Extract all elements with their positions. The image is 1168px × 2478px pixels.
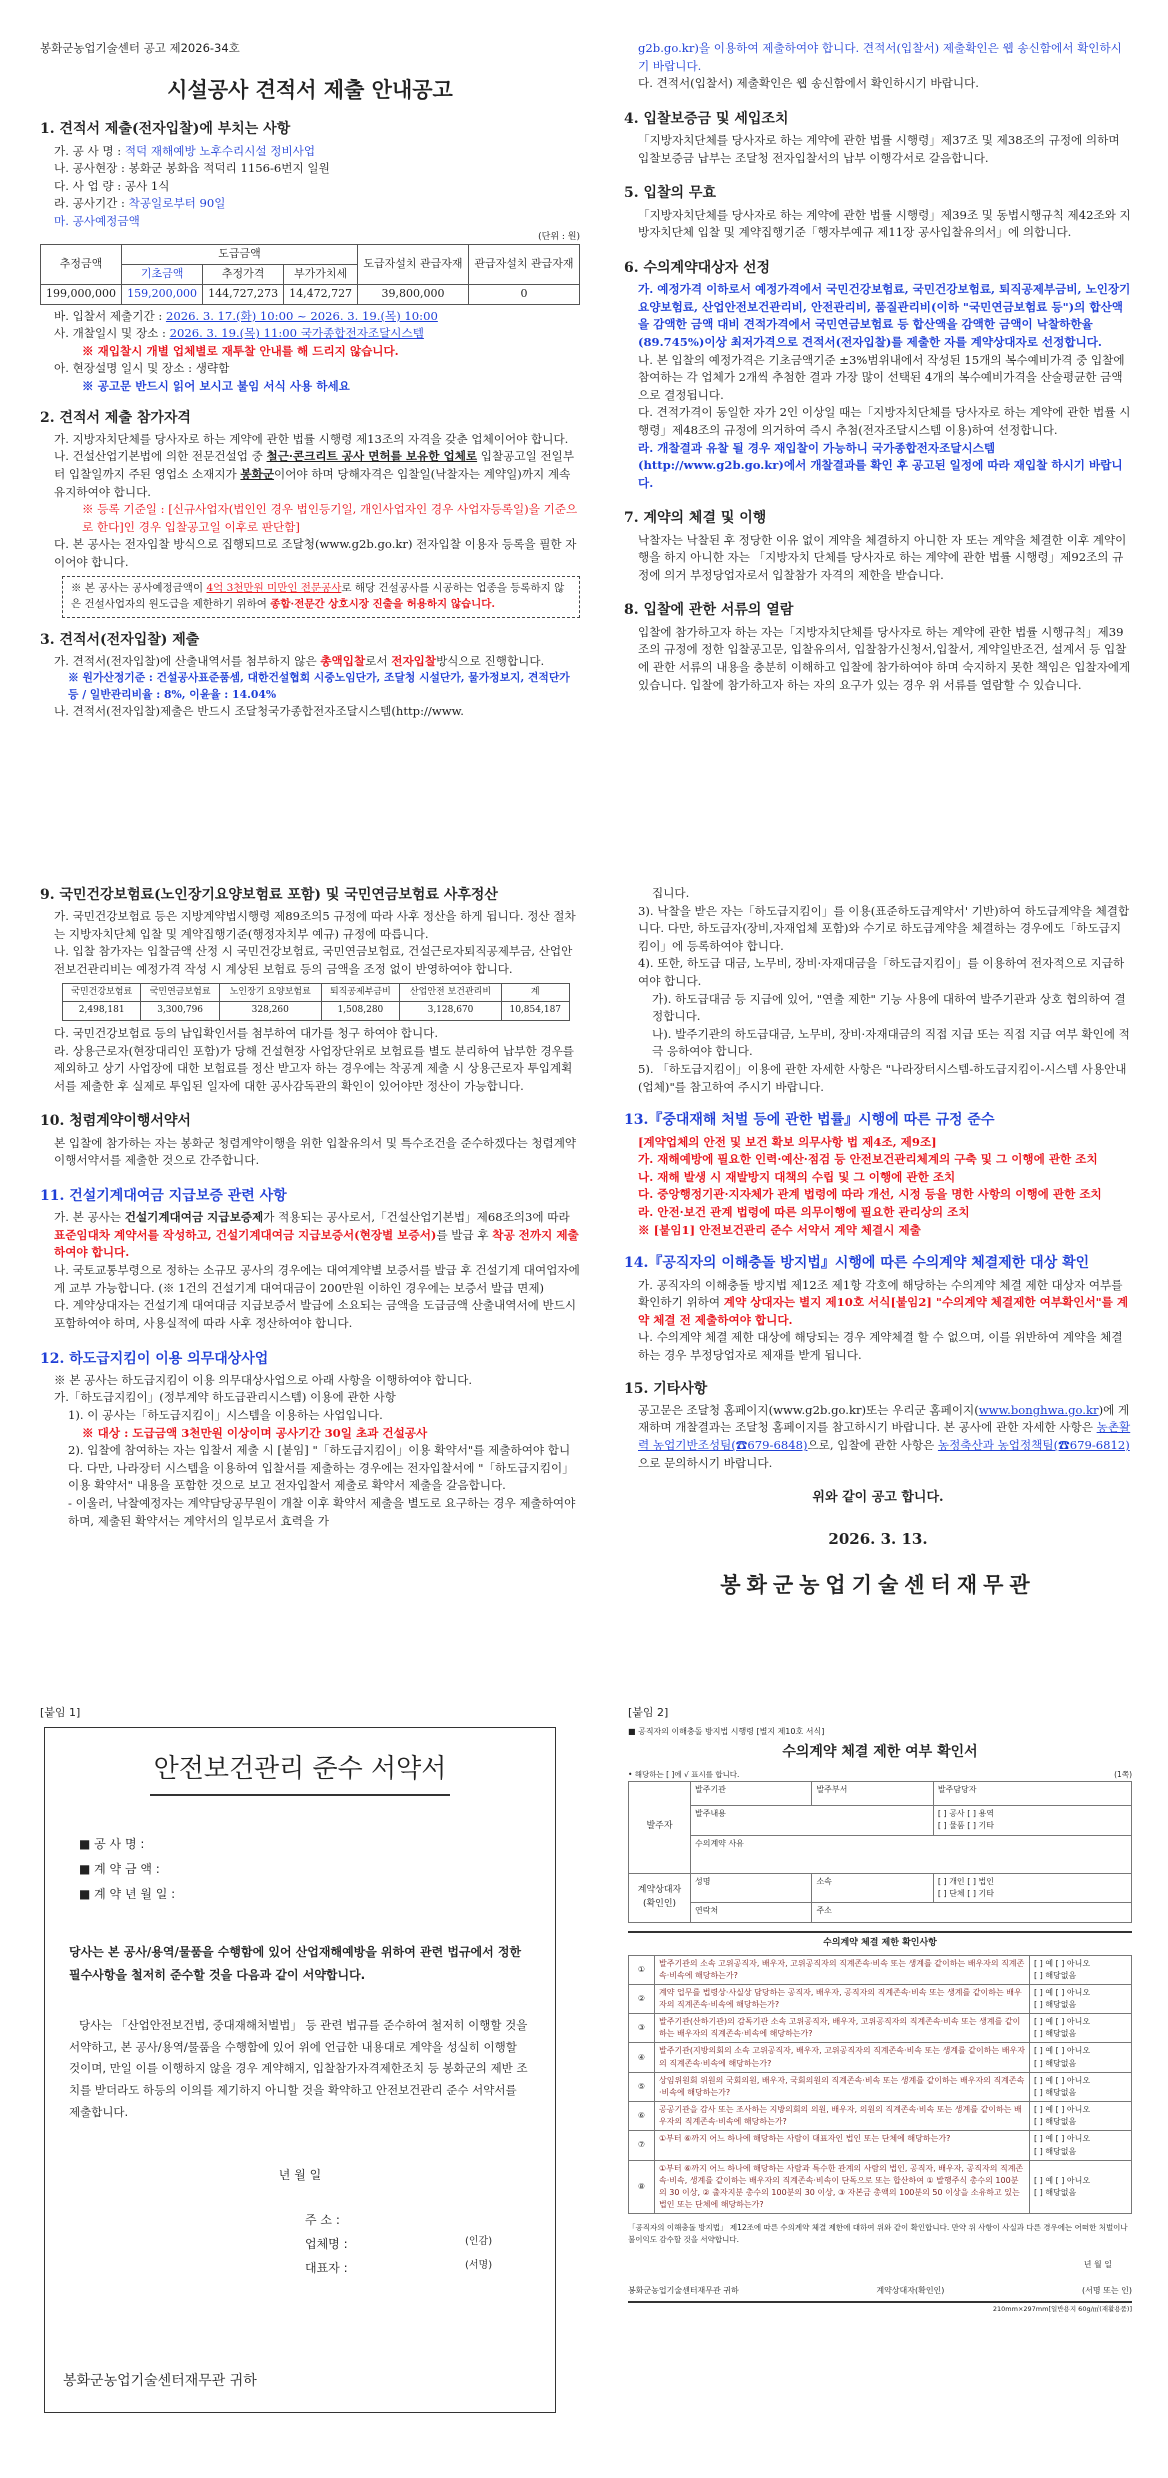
s2-item-c: 다. 본 공사는 전자입찰 방식으로 집행되므로 조달청(www.g2b.go.kr) 전자입찰 이용자 등록을 필한 자 이어야 합니다. (54, 537, 577, 570)
page-title: 시설공사 견적서 제출 안내공고 (167, 78, 453, 103)
att2-size: 210mm×297mm[일반용지 60g/㎡(재활용품)] (992, 2305, 1132, 2314)
cell: 발주자 (629, 1781, 691, 1873)
s12-target: ※ 대상 : 도급금액 3천만원 이상이며 공사기간 30일 초과 건설공사 (82, 1425, 428, 1440)
att1-title: 안전보건관리 준수 서약서 (150, 1750, 450, 1796)
cell: 1,508,280 (321, 1002, 399, 1021)
th: 산업안전 보건관리비 (400, 983, 502, 1002)
row-number: ③ (629, 2014, 655, 2043)
s1-item-f: 바. 입찰서 제출기간 : 2026. 3. 17.(화) 10:00 ~ 2026. 3. 19.(목) 10:00 (54, 308, 438, 323)
s3-cost-note: ※ 원가산정기준 : 건설공사표준품셈, 대한건설협회 시중노임단가, 조달청 시설단가, 물가정보지, 견적단가 등 / 일반관리비율 : 8%, 이윤율 : 14.04% (68, 671, 570, 701)
row-question: ①부터 ⑥까지 어느 하나에 해당하는 사람과 특수한 관계의 사람의 법인, 공직자, 배우자, 공직자의 직계존속·비속, 생계를 같이하는 배우자의 직계존속·비속이 단독으로 또는 합산하여 ① 발행주식 총수의 100분의 30 이상, ② 출자지분 총수의 100분의 30 이상, ③ 자본금 총액의 100분의 50 이상을 소유하고 있는 법인 또는 단체에 해당하는가? (655, 2160, 1030, 2214)
att2-sign3: (서명 또는 인) (1082, 2285, 1132, 2295)
s1-item-g: 사. 개찰일시 및 장소 : 2026. 3. 19.(목) 11:00 국가종합전자조달시스템 (54, 326, 424, 341)
row-question: 발주기관(지방의회의 소속 고위공직자, 배우자, 고위공직자의 직계존속·비속 또는 생계를 같이하는 배우자의 직계존속·비속에 해당하는가? (655, 2043, 1030, 2072)
s9-item-b: 나. 입찰 참가자는 입찰금액 산정 시 국민건강보험료, 국민연금보험료, 건설근로자퇴직공제부금, 산업안전보건관리비는 예정가격 작성 시 계상된 보험료 등의 금액을 조정 없이 반영하여야 합니다. (54, 944, 573, 977)
att2-sign2: 계약상대자(확인인) (876, 2285, 945, 2295)
attachment-2 (628, 1705, 1132, 2445)
att2-topnote: • 해당하는 [ ]에 √ 표시를 합니다. (628, 1770, 740, 1780)
s12-item-1: 1). 이 공사는「하도급지킴이」시스템을 이용하는 사업입니다. (68, 1407, 383, 1422)
cell: 발주부서 (812, 1781, 933, 1805)
row-answer[interactable]: [ ] 예 [ ] 아니오 [ ] 해당없음 (1030, 2131, 1132, 2160)
insurance-table (62, 983, 570, 1021)
s11-item-b: 나. 국토교통부령으로 정하는 소규모 공사의 경우에는 대여계약별 보증서를 발급 후 건설기계 대여업자에게 교부 가능합니다. (※ 1건의 건설기계 대여대금이 200만원 이하인 경우에는 보증서 발급 면제) (54, 1263, 580, 1295)
s8-text: 입찰에 참가하고자 하는 자는「지방자치단체를 당사자로 하는 계약에 관한 법률 시행규칙」제39조의 규정에 정한 입찰공고문, 입찰유의서, 입찰참가신청서,입찰서, 계약일반조건, 설계서 등 입찰에 관한 서류의 내용을 충분히 이해하고 입찰에 참가하여야 하며 숙지하지 못한 책임은 입찰자에게 있습니다. 입찰에 참가하고자 하는 자의 요구가 있는 경우 위 서류를 열람할 수 있습니다. (638, 624, 1131, 692)
att2-check-table (628, 1955, 1132, 2215)
cell: 2,498,181 (63, 1002, 141, 1021)
th-est-price: 추정가격 (203, 265, 284, 285)
section-3-heading: 3. 견적서(전자입찰) 제출 (40, 631, 200, 648)
section-13-heading: 13.『중대재해 처벌 등에 관한 법률』시행에 따른 규정 준수 (624, 1112, 995, 1129)
att2-date: 년 월 일 (1083, 2259, 1112, 2269)
s13-line: 가. 재해예방에 필요한 인력·예산·점검 등 안전보건관리체계의 구축 및 그 이행에 관한 조치 (638, 1152, 1098, 1167)
att2-title: 수의계약 체결 제한 여부 확인서 (782, 1743, 978, 1760)
s12-item-5: 5). 「하도급지킴이」이용에 관한 자세한 사항은 "나라장터시스템-하도급지킴이-시스템 사용안내(업체)"를 참고하여 주시기 바랍니다. (638, 1062, 1127, 1094)
s3-item-c: 다. 견적서(입찰서) 제출확인은 웹 송신함에서 확인하시기 바랍니다. (638, 76, 979, 91)
att2-form-ref: ■ 공직자의 이해충돌 방지법 시행령 [별지 제10호 서식] (628, 1726, 825, 1736)
section-5-heading: 5. 입찰의 무효 (624, 185, 716, 202)
attachment-1 (40, 1705, 560, 2425)
th: 퇴직공제부금비 (321, 983, 399, 1002)
th-contract: 도급금액 (122, 245, 358, 265)
s12-item-3: 3). 낙찰을 받은 자는「하도급지킴이」를 이용(표준하도급계약서' 기반)하여 하도급계약을 체결합니다. 다만, 하도급자(장비,자재업체 포함)와 수기로 하도급계약을 체결하는 경우에도「하도급지킴이」에 등록하여야 합니다. (638, 903, 1130, 953)
row-question: 발주기관의 소속 고위공직자, 배우자, 고위공직자의 직계존속·비속 또는 생계를 같이하는 배우자의 직계존속·비속에 해당하는가? (655, 1955, 1030, 1984)
s2-item-b: 나. 건설산업기본법에 의한 전문건설업 중 철근·콘크리트 공사 면허를 보유한 업체로 입찰공고일 전일부터 입찰일까지 주된 영업소 소재지가 봉화군이어야 하며 당해자격은 입찰일(낙찰자는 계약일)까지 계속 유지하여야 합니다. (54, 449, 575, 499)
att1-label: [붙임 1] (40, 1706, 81, 1719)
s1-item-h: 아. 현장설명 일시 및 장소 : 생략함 (54, 361, 230, 376)
row-question: 공공기관을 감사 또는 조사하는 지방의회의 의원, 배우자, 의원의 직계존속·비속 또는 생계를 같이하는 배우자의 직계존속·비속에 해당하는가? (655, 2102, 1030, 2131)
row-answer[interactable]: [ ] 예 [ ] 아니오 [ ] 해당없음 (1030, 2014, 1132, 2043)
cell: 10,854,187 (501, 1002, 569, 1021)
att2-check-row (629, 2072, 1132, 2101)
s9-item-c: 다. 국민건강보험료 등의 납입확인서를 첨부하여 대가를 청구 하여야 합니다. (54, 1026, 439, 1041)
att1-address: 주 소 : (305, 2213, 340, 2228)
s6-item-b: 나. 본 입찰의 예정가격은 기초금액기준 ±3%범위내에서 작성된 15개의 복수예비가격 중 입찰에 참여하는 각 업체가 2개씩 추첨한 결과 가장 많이 선택된 4개의 복수예비가격을 산술평균한 금액으로 결정됩니다. (638, 352, 1125, 402)
row-answer[interactable]: [ ] 예 [ ] 아니오 [ ] 해당없음 (1030, 2160, 1132, 2214)
row-answer[interactable]: [ ] 예 [ ] 아니오 [ ] 해당없음 (1030, 1984, 1132, 2013)
section-7-heading: 7. 계약의 체결 및 이행 (624, 510, 767, 527)
s6-item-a: 가. 예정가격 이하로서 예정가격에서 국민건강보험료, 국민건강보험료, 퇴직공제부금비, 노인장기요양보험료, 산업안전보건관리비, 안전관리비, 품질관리비(이하 "국민연금보험료 등")의 합산액을 감액한 금액 대비 견적가격에서 국민연금보험료 등 합산액을 감액한 금액이 낙찰하한율(89.745%)이상 최저가격으로 견적서(전자입찰)를 제출한 자를 계약상대자로 선정합니다. (638, 282, 1131, 349)
cell: 14,472,727 (284, 284, 358, 304)
row-number: ⑦ (629, 2131, 655, 2160)
att1-company: 업체명 : (인감) (305, 2236, 493, 2252)
section-4-heading: 4. 입찰보증금 및 세입조치 (624, 110, 789, 127)
s6-item-c: 다. 견적가격이 동일한 자가 2인 이상일 때는「지방자치단체를 당사자로 하는 계약에 관한 법률 시행령」제48조의 규정에 의거하여 즉시 추첨(전자조달시스템 이용)하여 선정합니다. (638, 405, 1131, 437)
att1-date: 년 월 일 (278, 2167, 322, 2182)
row-number: ② (629, 1984, 655, 2013)
att2-check-row (629, 2131, 1132, 2160)
s2-reg-note: ※ 등록 기준일 : [신규사업자(법인인 경우 법인등기일, 개인사업자인 경우 사업자등록일)을 기준으로 한다]인 경우 입찰공고일 이후로 판단함] (82, 502, 578, 534)
att2-foot: 「공직자의 이해충돌 방지법」 제12조에 따른 수의계약 체결 제한에 대하여 위와 같이 확인합니다. 만약 위 사항이 사실과 다른 경우에는 어떠한 처벌이나 불이익도 감수할 것을 서약합니다. (628, 2223, 1128, 2244)
cell: 연락처 (691, 1902, 812, 1922)
cell: 328,260 (219, 1002, 321, 1021)
row-question: 상임위원회 위원의 국회의원, 배우자, 국회의원의 직계존속·비속 또는 생계를 같이하는 배우자의 직계존속·비속에 해당하는가? (655, 2072, 1030, 2101)
s1-item-b: 나. 공사현장 : 봉화군 봉화읍 적덕리 1156-6번지 일원 (54, 161, 330, 176)
cell: 발주기관 (691, 1781, 812, 1805)
cell: 성명 (691, 1873, 812, 1902)
s13-line: 다. 중앙행정기관·지자체가 관계 법령에 따라 개선, 시정 등을 명한 사항의 이행에 관한 조치 (638, 1187, 1102, 1202)
s6-item-d: 라. 개찰결과 유찰 될 경우 재입찰이 가능하니 국가종합전자조달시스템(http://www.g2b.go.kr)에서 개찰결과를 확인 후 공고된 일정에 따라 재입찰 하시기 바랍니다. (638, 440, 1123, 490)
s4-text: 「지방자치단체를 당사자로 하는 계약에 관한 법률 시행령」제37조 및 제38조의 규정에 의하며 입찰보증금 납부는 조달청 전자입찰서의 납부 이행각서로 갈음합니다. (638, 133, 1120, 165)
section-8-heading: 8. 입찰에 관한 서류의 열람 (624, 602, 794, 619)
row-answer[interactable]: [ ] 예 [ ] 아니오 [ ] 해당없음 (1030, 1955, 1132, 1984)
th-vat: 부가가치세 (284, 265, 358, 285)
s1-item-d: 라. 공사기간 : 착공일로부터 90일 (54, 196, 226, 211)
th-material-1: 도급자설치 관급자재 (358, 245, 469, 284)
row-number: ⑧ (629, 2160, 655, 2214)
cell: 39,800,000 (358, 284, 469, 304)
s7-text: 낙찰자는 낙찰된 후 정당한 이유 없이 계약을 체결하지 아니한 자 또는 계약을 체결한 이후 계약이행을 하지 아니한 자는 「지방자치 단체를 당사자로 하는 계약에 관한 법률 시행령」제92조의 규정에 의거 부정당업자로서 입찰참가 자격의 제한을 받습니다. (638, 532, 1127, 582)
row-number: ④ (629, 2043, 655, 2072)
section-12-heading: 12. 하도급지킴이 이용 의무대상사업 (40, 1350, 269, 1367)
s1-rebid-note: ※ 재입찰시 개별 업체별로 재투찰 안내를 해 드리지 않습니다. (82, 343, 399, 358)
amount-unit: (단위 : 원) (538, 231, 580, 242)
th: 노인장기 요양보험료 (219, 983, 321, 1002)
cell: 주소 (812, 1902, 1132, 1922)
section-9-heading: 9. 국민건강보험료(노인장기요양보험료 포함) 및 국민연금보험료 사후정산 (40, 887, 498, 903)
section-11-heading: 11. 건설기계대여금 지급보증 관련 사항 (40, 1187, 287, 1204)
section-15-heading: 15. 기타사항 (624, 1380, 708, 1397)
row-answer[interactable]: [ ] 예 [ ] 아니오 [ ] 해당없음 (1030, 2102, 1132, 2131)
th-estimate: 추정금액 (41, 245, 122, 284)
att1-field-name: ■ 공 사 명 : (79, 1836, 145, 1851)
att2-page: (1쪽) (1114, 1770, 1132, 1780)
row-answer[interactable]: [ ] 예 [ ] 아니오 [ ] 해당없음 (1030, 2043, 1132, 2072)
s14-item-b: 나. 수의계약 체결 제한 대상에 해당되는 경우 계약체결 할 수 없으며, 이를 위반하여 계약을 체결하는 경우 부정당업자로 제재를 받게 됩니다. (638, 1330, 1123, 1362)
s12-cont: 집니다. (652, 886, 690, 900)
att2-label: [붙임 2] (628, 1706, 669, 1719)
section-6-heading: 6. 수의계약대상자 선정 (624, 259, 771, 276)
s15-text: 공고문은 조달청 홈페이지(www.g2b.go.kr)또는 우리군 홈페이지(www.bonghwa.go.kr)에 게재하며 개찰결과는 조달청 홈페이지를 참고하시기 바랍니다. 본 공사에 관한 자세한 사항은 농촌활력 농업기반조성팀(☎679-6848)으로, 입찰에 관한 사항은 농정축산과 농업정책팀(☎679-6812)으로 문의하시기 바랍니다. (638, 1402, 1131, 1470)
att1-field-date: ■ 계 약 년 월 일 : (79, 1886, 176, 1901)
closing-message: 위와 같이 공고 합니다. (812, 1490, 944, 1506)
s12-item-2b: - 이울러, 낙찰예정자는 계약담당공무원이 개찰 이후 확약서 제출을 별도로 요구하는 경우 제출하여야 하며, 제출된 확약서는 계약서의 일부로서 효력을 가 (68, 1496, 576, 1528)
att2-check-row (629, 2160, 1132, 2214)
att1-field-amount: ■ 계 약 금 액 : (79, 1861, 160, 1876)
cell: [ ] 개인 [ ] 법인 [ ] 단체 [ ] 기타 (933, 1873, 1131, 1902)
s12-item-4: 4). 또한, 하도급 대금, 노무비, 장비·자재대금을「하도급지킴이」를 이용하여 전자적으로 지급하여야 합니다. (638, 956, 1125, 989)
cell: 3,128,670 (400, 1002, 502, 1021)
att2-check-row (629, 2102, 1132, 2131)
s2-item-a: 가. 지방자치단체를 당사자로 하는 계약에 관한 법률 시행령 제13조의 자격을 갖춘 업체이어야 합니다. (54, 431, 569, 446)
cell: [ ] 공사 [ ] 용역 [ ] 물품 [ ] 기타 (933, 1805, 1131, 1835)
cell: 0 (468, 284, 579, 304)
row-question: ①부터 ⑥까지 어느 하나에 해당하는 사람이 대표자인 법인 또는 단체에 해당하는가? (655, 2131, 1030, 2160)
att2-check-row (629, 1955, 1132, 1984)
att1-pledge: 당사는 본 공사/용역/물품을 수행함에 있어 산업재해예방을 위하여 관련 법규에서 정한 필수사항을 철저히 준수할 것을 다음과 같이 서약합니다. (69, 1945, 522, 1982)
cell: 발주담당자 (933, 1781, 1131, 1805)
s3-item-b: 나. 견적서(전자입찰)제출은 반드시 조달청국가종합전자조달시스템(http://www. (54, 704, 464, 719)
section-2-heading: 2. 견적서 제출 참가자격 (40, 409, 191, 426)
s13-line: 라. 안전·보건 관계 법령에 따른 의무이행에 필요한 관리상의 조치 (638, 1205, 970, 1220)
s3-item-a: 가. 견적서(전자입찰)에 산출내역서를 첨부하지 않은 총액입찰로서 전자입찰방식으로 진행합니다. (54, 653, 545, 668)
cell: 계약상대자 (확인인) (629, 1873, 691, 1922)
cell: 소속 (812, 1873, 933, 1902)
cell: 3,300,796 (141, 1002, 219, 1021)
row-question: 발주기관(산하기관)의 감독기관 소속 고위공직자, 배우자, 고위공직자의 직계존속·비속 또는 생계를 같이하는 배우자의 직계존속·비속에 해당하는가? (655, 2014, 1030, 2043)
att2-check-row (629, 1984, 1132, 2013)
amount-table (40, 244, 580, 304)
s5-text: 「지방자치단체를 당사자로 하는 계약에 관한 법률 시행령」제39조 및 동법시행규칙 제42조와 지방자치단체 입찰 및 계약집행기준「행자부예규 제11장 공사입찰유의서」에 의합니다. (638, 207, 1131, 240)
s11-item-a: 가. 본 공사는 건설기계대여금 지급보증제가 적용되는 공사로서,「건설산업기본법」제68조의3에 따라 표준임대차 계약서를 작성하고, 건설기계대여금 지급보증서(현장별 보증서)를 발급 후 착공 전까지 제출하여야 합니다. (54, 1210, 579, 1260)
s12-item-4a: 가). 하도급대금 등 지급에 있어, "연출 제한" 기능 사용에 대하여 발주기관과 상호 협의하여 결정합니다. (652, 991, 1126, 1024)
s13-line: 나. 재해 발생 시 재발방지 대책의 수립 및 그 이행에 관한 조치 (638, 1169, 956, 1184)
s2-notice-box: ※ 본 공사는 공사예정금액이 4억 3천만원 미만인 전문공사로 해당 건설공사를 시공하는 업종을 등록하지 않은 건설사업자의 원도급을 제한하기 위하여 종합·전문간 상호시장 진출을 허용하지 않습니다. (62, 576, 580, 618)
s1-item-c: 다. 사 업 량 : 공사 1식 (54, 178, 170, 193)
section-10-heading: 10. 청렴계약이행서약서 (40, 1113, 191, 1130)
s12-note: ※ 본 공사는 하도급지킴이 이용 의무대상사업으로 아래 사항을 이행하여야 합니다. (54, 1372, 473, 1387)
s9-item-a: 가. 국민건강보험료 등은 지방계약법시행령 제89조의5 규정에 따라 사후 정산을 하게 됩니다. 정산 절차는 지방자치단체 입찰 및 계약집행기준(행정자치부 예규) 규정에 따릅니다. (54, 909, 576, 941)
section-14-heading: 14.『공직자의 이해충돌 방지법』시행에 따른 수의계약 체결제한 대상 확인 (624, 1255, 1090, 1272)
s9-item-d: 라. 상용근로자(현장대리인 포함)가 당해 건설현장 사업장단위로 보험료를 별도 분리하여 납부한 경우를 제외하고 상기 사업장에 대한 보험료를 정산 받고자 하는 경우에는 착공계 제출 시 상용근로자 투입계획서를 제출한 후 실제로 투입된 일자에 대한 공사감독관의 확인이 있어야만 정산이 가능합니다. (54, 1043, 574, 1093)
s14-item-a: 가. 공직자의 이해충돌 방지법 제12조 제1항 각호에 해당하는 수의계약 체결 제한 대상자 여부를 확인하기 위하여 계약 상대자는 별지 제10호 서식[붙임2] "수의계약 체결제한 여부확인서"를 계약 체결 전 제출하여야 합니다. (638, 1277, 1129, 1327)
att1-ceo: 대표자 : (서명) (305, 2260, 493, 2276)
cell: 159,200,000 (122, 284, 203, 304)
row-number: ⑤ (629, 2072, 655, 2101)
section-1-heading: 1. 견적서 제출(전자입찰)에 부치는 사항 (40, 121, 291, 138)
cell: 199,000,000 (41, 284, 122, 304)
s12-item-a: 가.「하도급지킴이」(정부계약 하도급관리시스템) 이용에 관한 사항 (54, 1390, 396, 1405)
att2-order-table (628, 1781, 1132, 1923)
cell: 144,727,273 (203, 284, 284, 304)
th: 계 (501, 983, 569, 1002)
s10-text: 본 입찰에 참가하는 자는 봉화군 청렴계약이행을 위한 입찰유의서 및 특수조건을 준수하겠다는 청렴계약이행서약서를 제출한 것으로 간주합니다. (54, 1135, 577, 1168)
att2-subtitle: 수의계약 체결 제한 확인사항 (628, 1931, 1132, 1951)
att1-body: 당사는 「산업안전보건법, 중대재해처벌법」 등 관련 법규를 준수하여 철저히 이행할 것을 서약하고, 본 공사/용역/물품을 수행함에 있어 위에 언급한 내용대로 계약을 성실히 이행할 것이며, 만일 이를 이행하지 않을 경우 계약해지, 입찰참가자격제한조치 등 봉화군의 제반 조치를 받더라도 하등의 이의를 제기하지 아니할 것을 확약하고 안전보건관리 준수 서약서를 제출합니다. (69, 2017, 528, 2120)
s11-item-c: 다. 계약상대자는 건설기계 대여대금 지급보증서 발급에 소요되는 금액을 도급금액 산출내역서에 반드시 포함하여야 하며, 사용실적에 따라 사후 정산하여야 합니다. (54, 1298, 577, 1330)
closing-date: 2026. 3. 13. (828, 1530, 928, 1548)
att2-sign1: 봉화군농업기술센터재무관 귀하 (628, 2285, 739, 2295)
notice-header: 봉화군농업기술센터 공고 제2026-34호 (40, 41, 240, 55)
att2-check-row (629, 2014, 1132, 2043)
row-number: ① (629, 1955, 655, 1984)
s12-item-2: 2). 입찰에 참여하는 자는 입찰서 제출 시 [붙임] "「하도급지킴이」이용 확약서"를 제출하여야 합니다. 다만, 나라장터 시스템을 이용하여 입찰서를 제출하는 경우에는 전자입찰서에 "「하도급지킴이」이용 확약서" 내용을 포함한 것으로 보고 전자입찰서 제출로 확약서 제출을 갈음합니다. (68, 1443, 574, 1493)
s12-item-4b: 나). 발주기관의 하도급대금, 노무비, 장비·자재대금의 직접 지급 또는 직접 지급 여부 확인에 적극 응하여야 합니다. (652, 1026, 1130, 1059)
s3-cont: g2b.go.kr)을 이용하여 제출하여야 합니다. 견적서(입찰서) 제출확인은 웹 송신함에서 확인하시기 바랍니다. (638, 41, 1122, 73)
s1-read-note: ※ 공고문 반드시 읽어 보시고 불임 서식 사용 하세요 (82, 378, 350, 393)
th: 국민연금보험료 (141, 983, 219, 1002)
att2-check-row (629, 2043, 1132, 2072)
page-1 (40, 40, 1132, 810)
s1-item-a: 가. 공 사 명 : 적덕 재해예방 노후수리시설 정비사업 (54, 143, 316, 158)
th-base: 기초금액 (122, 265, 203, 285)
s13-line: [계약업체의 안전 및 보건 확보 의무사항 법 제4조, 제9조] (638, 1134, 937, 1149)
att1-footer: 봉화군농업기술센터재무관 귀하 (63, 2372, 257, 2389)
row-number: ⑥ (629, 2102, 655, 2131)
cell: 수의계약 사유 (691, 1835, 1132, 1873)
row-question: 계약 업무를 법령상·사실상 담당하는 공직자, 배우자, 공직자의 직계존속·비속 또는 생계를 같이하는 배우자의 직계존속·비속에 해당하는가? (655, 1984, 1030, 2013)
closing-org: 봉화군농업기술센터재무관 (720, 1571, 1036, 1597)
th: 국민건강보험료 (63, 983, 141, 1002)
s13-note: ※ [붙임1] 안전보건관리 준수 서약서 계약 체결시 제출 (638, 1222, 921, 1237)
page-2 (40, 885, 1132, 1645)
cell: 발주내용 (691, 1805, 934, 1835)
row-answer[interactable]: [ ] 예 [ ] 아니오 [ ] 해당없음 (1030, 2072, 1132, 2101)
s1-item-e: 마. 공사예정금액 (54, 214, 140, 229)
th-material-2: 관급자설치 관급자재 (468, 245, 579, 284)
